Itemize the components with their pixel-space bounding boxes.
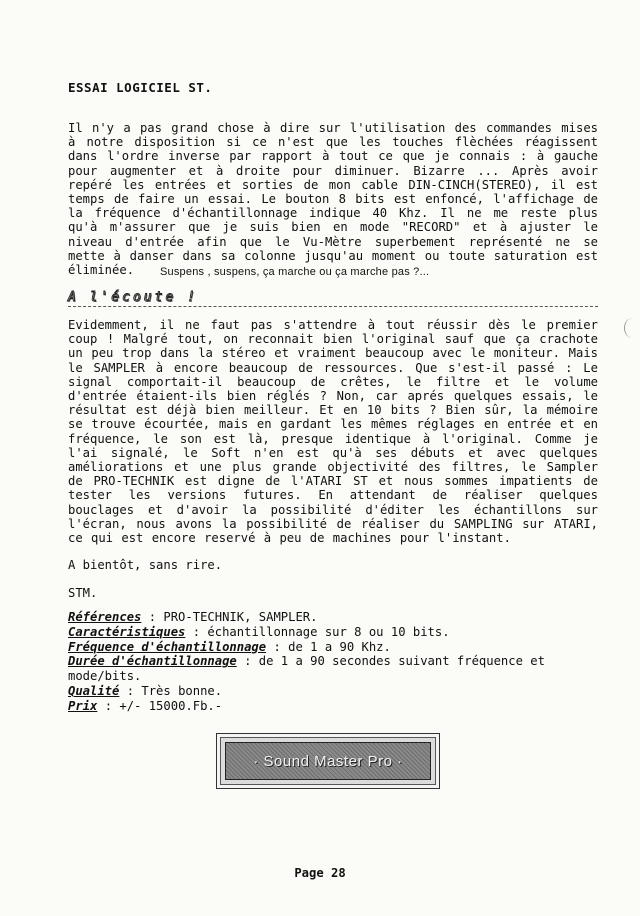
reference-value: : de 1 a 90 Khz.: [266, 639, 391, 654]
body-paragraph: Evidemment, il ne faut pas s'attendre à tout réussir dès le premier coup ! Malgré tout, on reconnait bien l'original sauf que ça crachote un peu trop dans la stéreo et vraiment beaucoup avec le moniteur. Mais le SAMPLER à encore beaucoup de ressources. Que s'est-il passé : Le signal comportait-il beaucoup de crêtes, le filtre et le volume d'entrée étaient-ils bien réglés ? Non, car aprés quelques essais, le résultat est déjà bien meilleur. Et en 10 bits ? Bien sûr, la mémoire se trouve écourtée, mais en gardant les mêmes réglages en entrée et en fréquence, le son est là, presque identique à l'original. Comme je l'ai signalé, le Soft n'en est qu'à ses débuts et avec quelques améliorations et une plus grande objectivité des filtres, le Sampler de PRO-TECHNIK est digne de l'ATARI ST et nous sommes impatients de tester les versions futures. En attendant de réaliser quelques bouclages et d'avoir la possibilité d'éditer les échantillons sur l'écran, nous avons la possibilité de réaliser du SAMPLING sur ATARI, ce qui est encore reservé à peu de machines pour l'instant.: [68, 318, 598, 546]
margin-mark: [624, 318, 640, 338]
references-block: [68, 610, 598, 714]
reference-value: : +/- 15000.Fb.-: [97, 698, 223, 713]
section-divider: [68, 306, 598, 307]
reference-label: Prix: [68, 698, 98, 713]
reference-line-price: [68, 699, 598, 714]
banner-title: · Sound Master Pro ·: [253, 752, 403, 770]
closing-line: A bientôt, sans rire.: [68, 558, 223, 572]
reference-label: Caractéristiques: [68, 624, 186, 639]
reference-label: Références: [68, 610, 142, 624]
reference-line-references: [68, 610, 598, 625]
banner-panel: [225, 742, 431, 780]
reference-line-duration: [68, 654, 598, 684]
reference-label: Fréquence d'échantillonnage: [68, 639, 267, 654]
reference-value: : Très bonne.: [119, 683, 223, 698]
reference-line-frequency: [68, 640, 598, 655]
reference-value: : de 1 a 90 secondes suivant fréquence et mode/bits.: [68, 654, 545, 684]
author-signature: STM.: [68, 586, 98, 600]
section-heading: A l'écoute !: [68, 290, 198, 305]
reference-line-characteristics: [68, 625, 598, 640]
reference-value: : échantillonnage sur 8 ou 10 bits.: [185, 624, 450, 639]
page-number: Page 28: [294, 866, 346, 880]
reference-line-quality: [68, 684, 598, 699]
article-title: ESSAI LOGICIEL ST.: [68, 80, 213, 95]
reference-value: : PRO-TECHNIK, SAMPLER.: [141, 610, 318, 624]
reference-label: Durée d'échantillonnage: [68, 654, 237, 669]
suspense-note: Suspens , suspens, ça marche ou ça marche pas ?...: [160, 266, 430, 278]
intro-paragraph: Il n'y a pas grand chose à dire sur l'utilisation des commandes mises à notre disposition si ce n'est que les touches flèchées réagissent dans l'ordre inverse par rapport à tout ce que je connais : à gauche pour augmenter et à droite pour diminuer. Bizarre ... Après avoir repéré les entrées et sorties de mon cable DIN-CINCH(STEREO), il est temps de faire un essai. Le bouton 8 bits est enfoncé, l'affichage de la fréquence d'échantillonnage indique 40 Khz. Il ne me reste plus qu'à m'assurer que je suis bien en mode "RECORD" et à ajuster le niveau d'entrée afin que le Vu-Mètre superbement représenté ne se mette à danser dans sa colonne jusqu'au moment ou toute saturation est éliminée.: [68, 121, 598, 278]
reference-label: Qualité: [68, 683, 120, 698]
sound-master-pro-banner: [216, 733, 440, 789]
